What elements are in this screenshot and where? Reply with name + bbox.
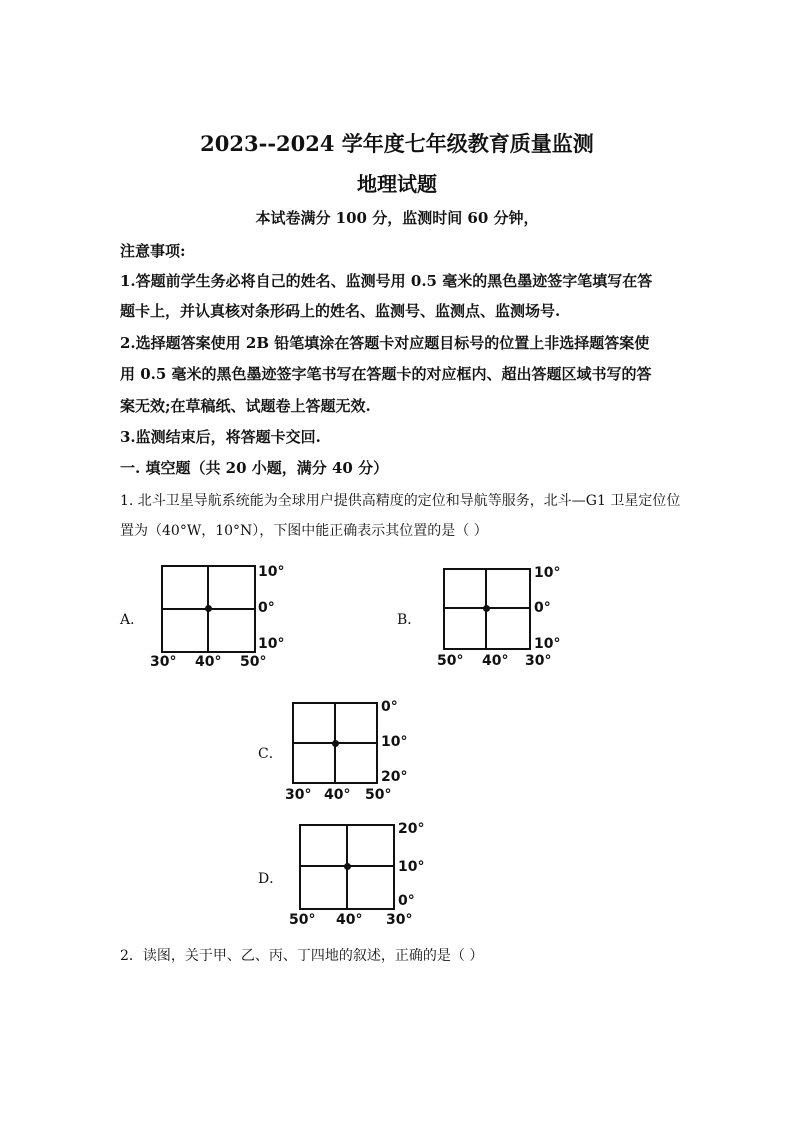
- lon-label: 40°: [195, 654, 222, 670]
- lon-label: 50°: [437, 653, 464, 669]
- option-d-label: D．: [258, 871, 284, 887]
- notes-line: 题卡上，并认真核对条形码上的姓名、监测号、监测点、监测场号.: [120, 302, 561, 320]
- lat-label: 0°: [381, 699, 398, 715]
- exam-info: 本试卷满分 100 分，监测时间 60 分钟，: [255, 209, 539, 227]
- lat-label: 10°: [398, 859, 425, 875]
- lat-label: 10°: [381, 734, 408, 750]
- notes-line: 用 0.5 毫米的黑色墨迹签字笔书写在答题卡的对应框内、超出答题区域书写的答: [120, 365, 652, 383]
- lat-label: 20°: [381, 769, 408, 785]
- location-dot: [332, 740, 339, 747]
- lat-label: 10°: [258, 636, 285, 652]
- lat-label: 10°: [258, 564, 285, 580]
- notes-line: 2.选择题答案使用 2B 铅笔填涂在答题卡对应题目标号的位置上非选择题答案使: [120, 334, 650, 352]
- lon-label: 40°: [482, 653, 509, 669]
- section-heading: 一. 填空题（共 20 小题，满分 40 分）: [120, 459, 389, 477]
- page-title: 2023--2024 学年度七年级教育质量监测: [200, 131, 594, 156]
- question-2-text: 2．读图，关于甲、乙、丙、丁四地的叙述，正确的是（ ）: [120, 948, 484, 964]
- notes-heading: 注意事项:: [120, 242, 186, 260]
- location-dot: [344, 863, 351, 870]
- lon-label: 30°: [285, 787, 312, 803]
- notes-line: 3.监测结束后，将答题卡交回.: [120, 428, 321, 446]
- lon-label: 50°: [240, 654, 267, 670]
- lon-label: 40°: [324, 787, 351, 803]
- lat-label: 10°: [534, 636, 561, 652]
- notes-line: 案无效;在草稿纸、试题卷上答题无效.: [120, 397, 371, 415]
- lat-label: 10°: [534, 565, 561, 581]
- lon-label: 30°: [150, 654, 177, 670]
- lon-label: 30°: [386, 912, 413, 928]
- lon-label: 50°: [365, 787, 392, 803]
- location-dot: [483, 605, 490, 612]
- question-1-text: 1. 北斗卫星导航系统能为全球用户提供高精度的定位和导航等服务，北斗—G1 卫星定位位: [120, 493, 681, 509]
- option-c-label: C．: [258, 746, 283, 762]
- lat-label: 0°: [534, 600, 551, 616]
- lat-label: 20°: [398, 821, 425, 837]
- option-a-label: A．: [120, 612, 145, 628]
- lon-label: 50°: [289, 912, 316, 928]
- lon-label: 40°: [336, 912, 363, 928]
- lat-label: 0°: [398, 893, 415, 909]
- lon-label: 30°: [525, 653, 552, 669]
- option-b-label: B．: [397, 612, 422, 628]
- page-subtitle: 地理试题: [357, 172, 437, 196]
- location-dot: [205, 605, 212, 612]
- lat-label: 0°: [258, 600, 275, 616]
- notes-line: 1.答题前学生务必将自己的姓名、监测号用 0.5 毫米的黑色墨迹签字笔填写在答: [120, 272, 653, 290]
- question-1-text: 置为（40°W，10°N），下图中能正确表示其位置的是（ ）: [120, 523, 488, 539]
